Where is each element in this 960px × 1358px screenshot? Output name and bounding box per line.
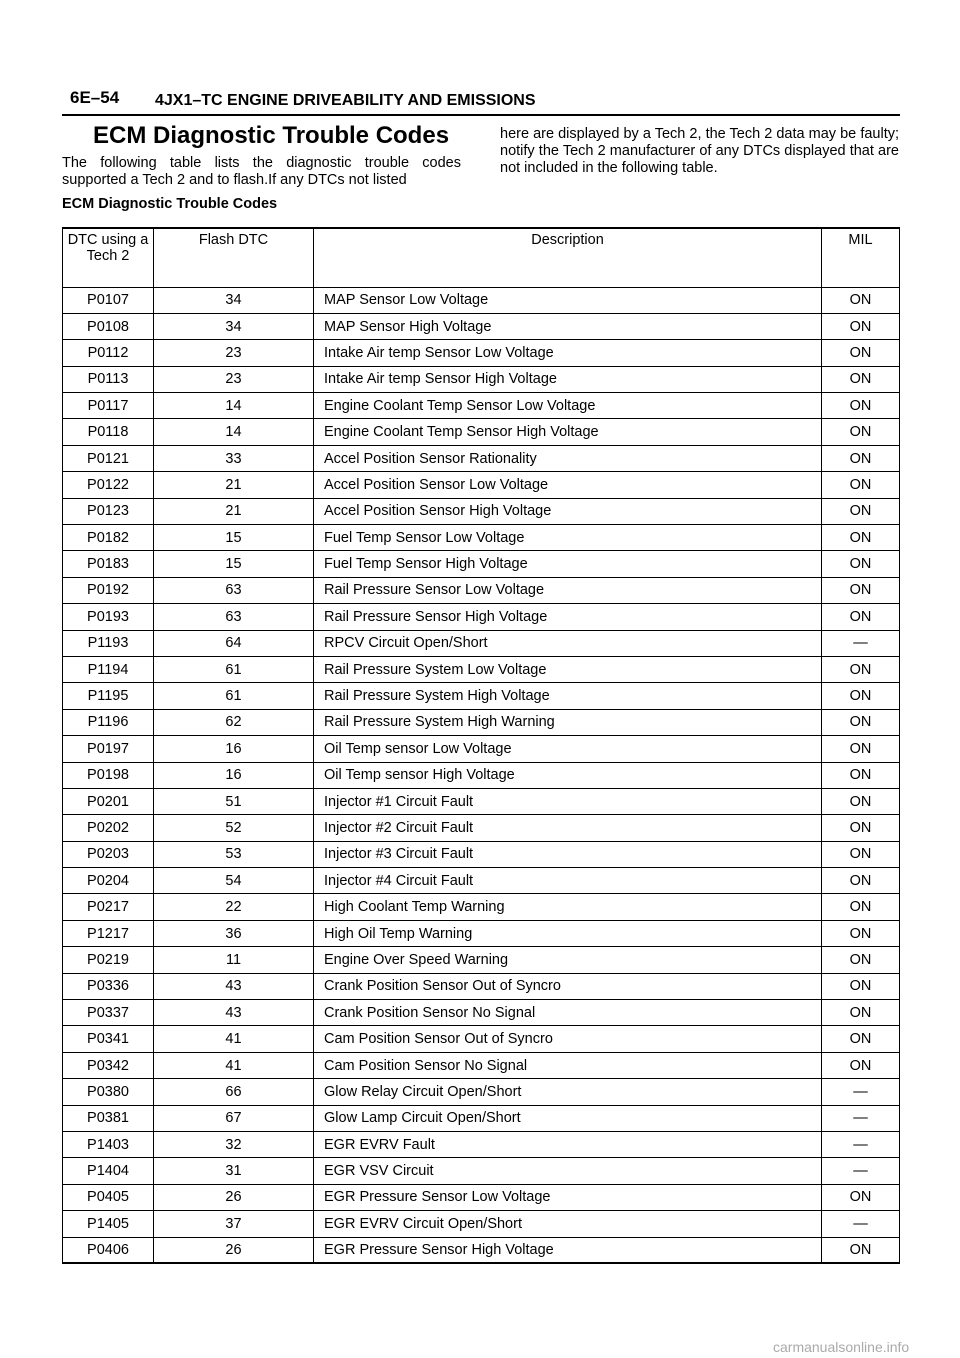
flash-dtc-cell: 26 [154,1184,314,1210]
mil-cell: ON [822,445,900,471]
flash-dtc-cell: 66 [154,1079,314,1105]
mil-cell: ON [822,366,900,392]
flash-dtc-cell: 16 [154,736,314,762]
table-row [63,366,900,392]
mil-cell: ON [822,472,900,498]
description-cell: RPCV Circuit Open/Short [314,630,822,656]
flash-dtc-cell: 67 [154,1105,314,1131]
mil-cell: ON [822,577,900,603]
flash-dtc-cell: 14 [154,393,314,419]
table-caption: ECM Diagnostic Trouble Codes [62,196,278,212]
header-mil: MIL [822,228,900,287]
flash-dtc-cell: 22 [154,894,314,920]
mil-cell: ON [822,762,900,788]
table-row [63,841,900,867]
table-row [63,1158,900,1184]
dtc-code-cell: P0337 [63,1000,154,1026]
mil-cell: ON [822,973,900,999]
table-row [63,762,900,788]
description-cell: Injector #2 Circuit Fault [314,815,822,841]
table-row [63,340,900,366]
description-cell: EGR EVRV Circuit Open/Short [314,1211,822,1237]
table-row [63,577,900,603]
flash-dtc-cell: 34 [154,313,314,339]
dtc-code-cell: P0183 [63,551,154,577]
flash-dtc-cell: 63 [154,604,314,630]
flash-dtc-cell: 23 [154,366,314,392]
intro-paragraph-right: here are displayed by a Tech 2, the Tech 2 data may be faulty; notify the Tech 2 manufacturer of any DTCs displayed that are not included in the following table. [500,126,899,176]
mil-cell: ON [822,868,900,894]
description-cell: EGR Pressure Sensor High Voltage [314,1237,822,1263]
dtc-code-cell: P0193 [63,604,154,630]
table-row [63,1000,900,1026]
mil-cell: ON [822,788,900,814]
dtc-code-cell: P0405 [63,1184,154,1210]
mil-cell: — [822,1158,900,1184]
mil-cell: ON [822,604,900,630]
table-row [63,656,900,682]
flash-dtc-cell: 43 [154,973,314,999]
flash-dtc-cell: 34 [154,287,314,313]
flash-dtc-cell: 26 [154,1237,314,1263]
page-number: 6E–54 [70,88,120,107]
dtc-code-cell: P1193 [63,630,154,656]
table-row [63,393,900,419]
mil-cell: ON [822,393,900,419]
flash-dtc-cell: 11 [154,947,314,973]
flash-dtc-cell: 36 [154,920,314,946]
mil-cell: ON [822,683,900,709]
table-row [63,525,900,551]
header-dtc-tech2: DTC using a Tech 2 [63,228,154,287]
description-cell: Rail Pressure System Low Voltage [314,656,822,682]
flash-dtc-cell: 63 [154,577,314,603]
flash-dtc-cell: 37 [154,1211,314,1237]
table-row [63,1211,900,1237]
mil-cell: — [822,630,900,656]
table-header-row [63,228,900,287]
dtc-code-cell: P0201 [63,788,154,814]
flash-dtc-cell: 53 [154,841,314,867]
flash-dtc-cell: 33 [154,445,314,471]
table-row [63,1237,900,1263]
dtc-code-cell: P0122 [63,472,154,498]
table-row [63,313,900,339]
dtc-code-cell: P1196 [63,709,154,735]
mil-cell: ON [822,656,900,682]
mil-cell: ON [822,525,900,551]
description-cell: EGR VSV Circuit [314,1158,822,1184]
dtc-code-cell: P0406 [63,1237,154,1263]
dtc-code-cell: P1405 [63,1211,154,1237]
description-cell: Oil Temp sensor Low Voltage [314,736,822,762]
mil-cell: ON [822,920,900,946]
table-row [63,920,900,946]
description-cell: High Coolant Temp Warning [314,894,822,920]
description-cell: Cam Position Sensor Out of Syncro [314,1026,822,1052]
flash-dtc-cell: 23 [154,340,314,366]
flash-dtc-cell: 61 [154,683,314,709]
table-row [63,1132,900,1158]
flash-dtc-cell: 31 [154,1158,314,1184]
dtc-code-cell: P0108 [63,313,154,339]
mil-cell: ON [822,313,900,339]
flash-dtc-cell: 61 [154,656,314,682]
flash-dtc-cell: 15 [154,551,314,577]
table-row [63,1026,900,1052]
mil-cell: ON [822,419,900,445]
table-row [63,445,900,471]
description-cell: Accel Position Sensor High Voltage [314,498,822,524]
table-row [63,1184,900,1210]
mil-cell: ON [822,1026,900,1052]
dtc-code-cell: P0182 [63,525,154,551]
mil-cell: ON [822,1184,900,1210]
dtc-code-cell: P0198 [63,762,154,788]
mil-cell: — [822,1211,900,1237]
flash-dtc-cell: 16 [154,762,314,788]
mil-cell: ON [822,498,900,524]
mil-cell: ON [822,1000,900,1026]
description-cell: Cam Position Sensor No Signal [314,1052,822,1078]
dtc-code-cell: P0107 [63,287,154,313]
description-cell: Accel Position Sensor Low Voltage [314,472,822,498]
table-row [63,1052,900,1078]
flash-dtc-cell: 32 [154,1132,314,1158]
intro-paragraph-left: The following table lists the diagnostic trouble codes supported a Tech 2 and to flash.If any DTCs not listed [62,155,461,188]
flash-dtc-cell: 51 [154,788,314,814]
description-cell: Engine Coolant Temp Sensor High Voltage [314,419,822,445]
table-row [63,736,900,762]
mil-cell: — [822,1132,900,1158]
dtc-code-cell: P0342 [63,1052,154,1078]
description-cell: Glow Relay Circuit Open/Short [314,1079,822,1105]
dtc-code-cell: P1217 [63,920,154,946]
table-row [63,498,900,524]
dtc-code-cell: P0204 [63,868,154,894]
table-row [63,472,900,498]
description-cell: Rail Pressure System High Warning [314,709,822,735]
dtc-code-cell: P0203 [63,841,154,867]
dtc-code-cell: P1195 [63,683,154,709]
table-row [63,709,900,735]
dtc-code-cell: P0341 [63,1026,154,1052]
table-row [63,683,900,709]
table-row [63,1079,900,1105]
dtc-code-cell: P1194 [63,656,154,682]
flash-dtc-cell: 62 [154,709,314,735]
dtc-code-cell: P0219 [63,947,154,973]
flash-dtc-cell: 21 [154,498,314,524]
dtc-code-cell: P1404 [63,1158,154,1184]
dtc-code-cell: P0113 [63,366,154,392]
flash-dtc-cell: 54 [154,868,314,894]
description-cell: High Oil Temp Warning [314,920,822,946]
mil-cell: ON [822,894,900,920]
running-title: 4JX1–TC ENGINE DRIVEABILITY AND EMISSIONS [155,92,536,109]
table-row [63,868,900,894]
flash-dtc-cell: 15 [154,525,314,551]
flash-dtc-cell: 64 [154,630,314,656]
description-cell: Rail Pressure Sensor High Voltage [314,604,822,630]
mil-cell: — [822,1105,900,1131]
flash-dtc-cell: 41 [154,1026,314,1052]
dtc-code-cell: P0118 [63,419,154,445]
dtc-code-cell: P0202 [63,815,154,841]
table-row [63,815,900,841]
flash-dtc-cell: 14 [154,419,314,445]
mil-cell: ON [822,551,900,577]
description-cell: Fuel Temp Sensor High Voltage [314,551,822,577]
description-cell: Crank Position Sensor No Signal [314,1000,822,1026]
description-cell: Glow Lamp Circuit Open/Short [314,1105,822,1131]
mil-cell: ON [822,287,900,313]
header-rule [62,114,900,116]
table-row [63,894,900,920]
description-cell: EGR Pressure Sensor Low Voltage [314,1184,822,1210]
table-row [63,287,900,313]
description-cell: Intake Air temp Sensor High Voltage [314,366,822,392]
dtc-code-cell: P1403 [63,1132,154,1158]
table-row [63,604,900,630]
dtc-code-cell: P0112 [63,340,154,366]
dtc-code-cell: P0117 [63,393,154,419]
description-cell: MAP Sensor Low Voltage [314,287,822,313]
dtc-code-cell: P0336 [63,973,154,999]
section-title: ECM Diagnostic Trouble Codes [93,122,450,149]
dtc-code-cell: P0192 [63,577,154,603]
mil-cell: ON [822,815,900,841]
dtc-code-cell: P0123 [63,498,154,524]
mil-cell: — [822,1079,900,1105]
mil-cell: ON [822,709,900,735]
table-row [63,1105,900,1131]
description-cell: Rail Pressure System High Voltage [314,683,822,709]
description-cell: EGR EVRV Fault [314,1132,822,1158]
description-cell: Injector #4 Circuit Fault [314,868,822,894]
table-row [63,419,900,445]
description-cell: Accel Position Sensor Rationality [314,445,822,471]
dtc-code-cell: P0217 [63,894,154,920]
mil-cell: ON [822,1052,900,1078]
description-cell: Oil Temp sensor High Voltage [314,762,822,788]
header-flash-dtc: Flash DTC [154,228,314,287]
mil-cell: ON [822,340,900,366]
description-cell: Engine Coolant Temp Sensor Low Voltage [314,393,822,419]
watermark: carmanualsonline.info [773,1339,910,1355]
mil-cell: ON [822,736,900,762]
flash-dtc-cell: 52 [154,815,314,841]
mil-cell: ON [822,947,900,973]
mil-cell: ON [822,1237,900,1263]
dtc-table [62,227,900,1264]
description-cell: Crank Position Sensor Out of Syncro [314,973,822,999]
table-row [63,973,900,999]
table-row [63,630,900,656]
table-row [63,551,900,577]
description-cell: Intake Air temp Sensor Low Voltage [314,340,822,366]
flash-dtc-cell: 43 [154,1000,314,1026]
flash-dtc-cell: 41 [154,1052,314,1078]
dtc-code-cell: P0197 [63,736,154,762]
dtc-code-cell: P0381 [63,1105,154,1131]
mil-cell: ON [822,841,900,867]
dtc-code-cell: P0380 [63,1079,154,1105]
description-cell: Fuel Temp Sensor Low Voltage [314,525,822,551]
dtc-code-cell: P0121 [63,445,154,471]
table-row [63,788,900,814]
header-description: Description [314,228,822,287]
table-row [63,947,900,973]
table-body [63,287,900,1263]
description-cell: MAP Sensor High Voltage [314,313,822,339]
description-cell: Engine Over Speed Warning [314,947,822,973]
flash-dtc-cell: 21 [154,472,314,498]
description-cell: Injector #1 Circuit Fault [314,788,822,814]
description-cell: Injector #3 Circuit Fault [314,841,822,867]
description-cell: Rail Pressure Sensor Low Voltage [314,577,822,603]
